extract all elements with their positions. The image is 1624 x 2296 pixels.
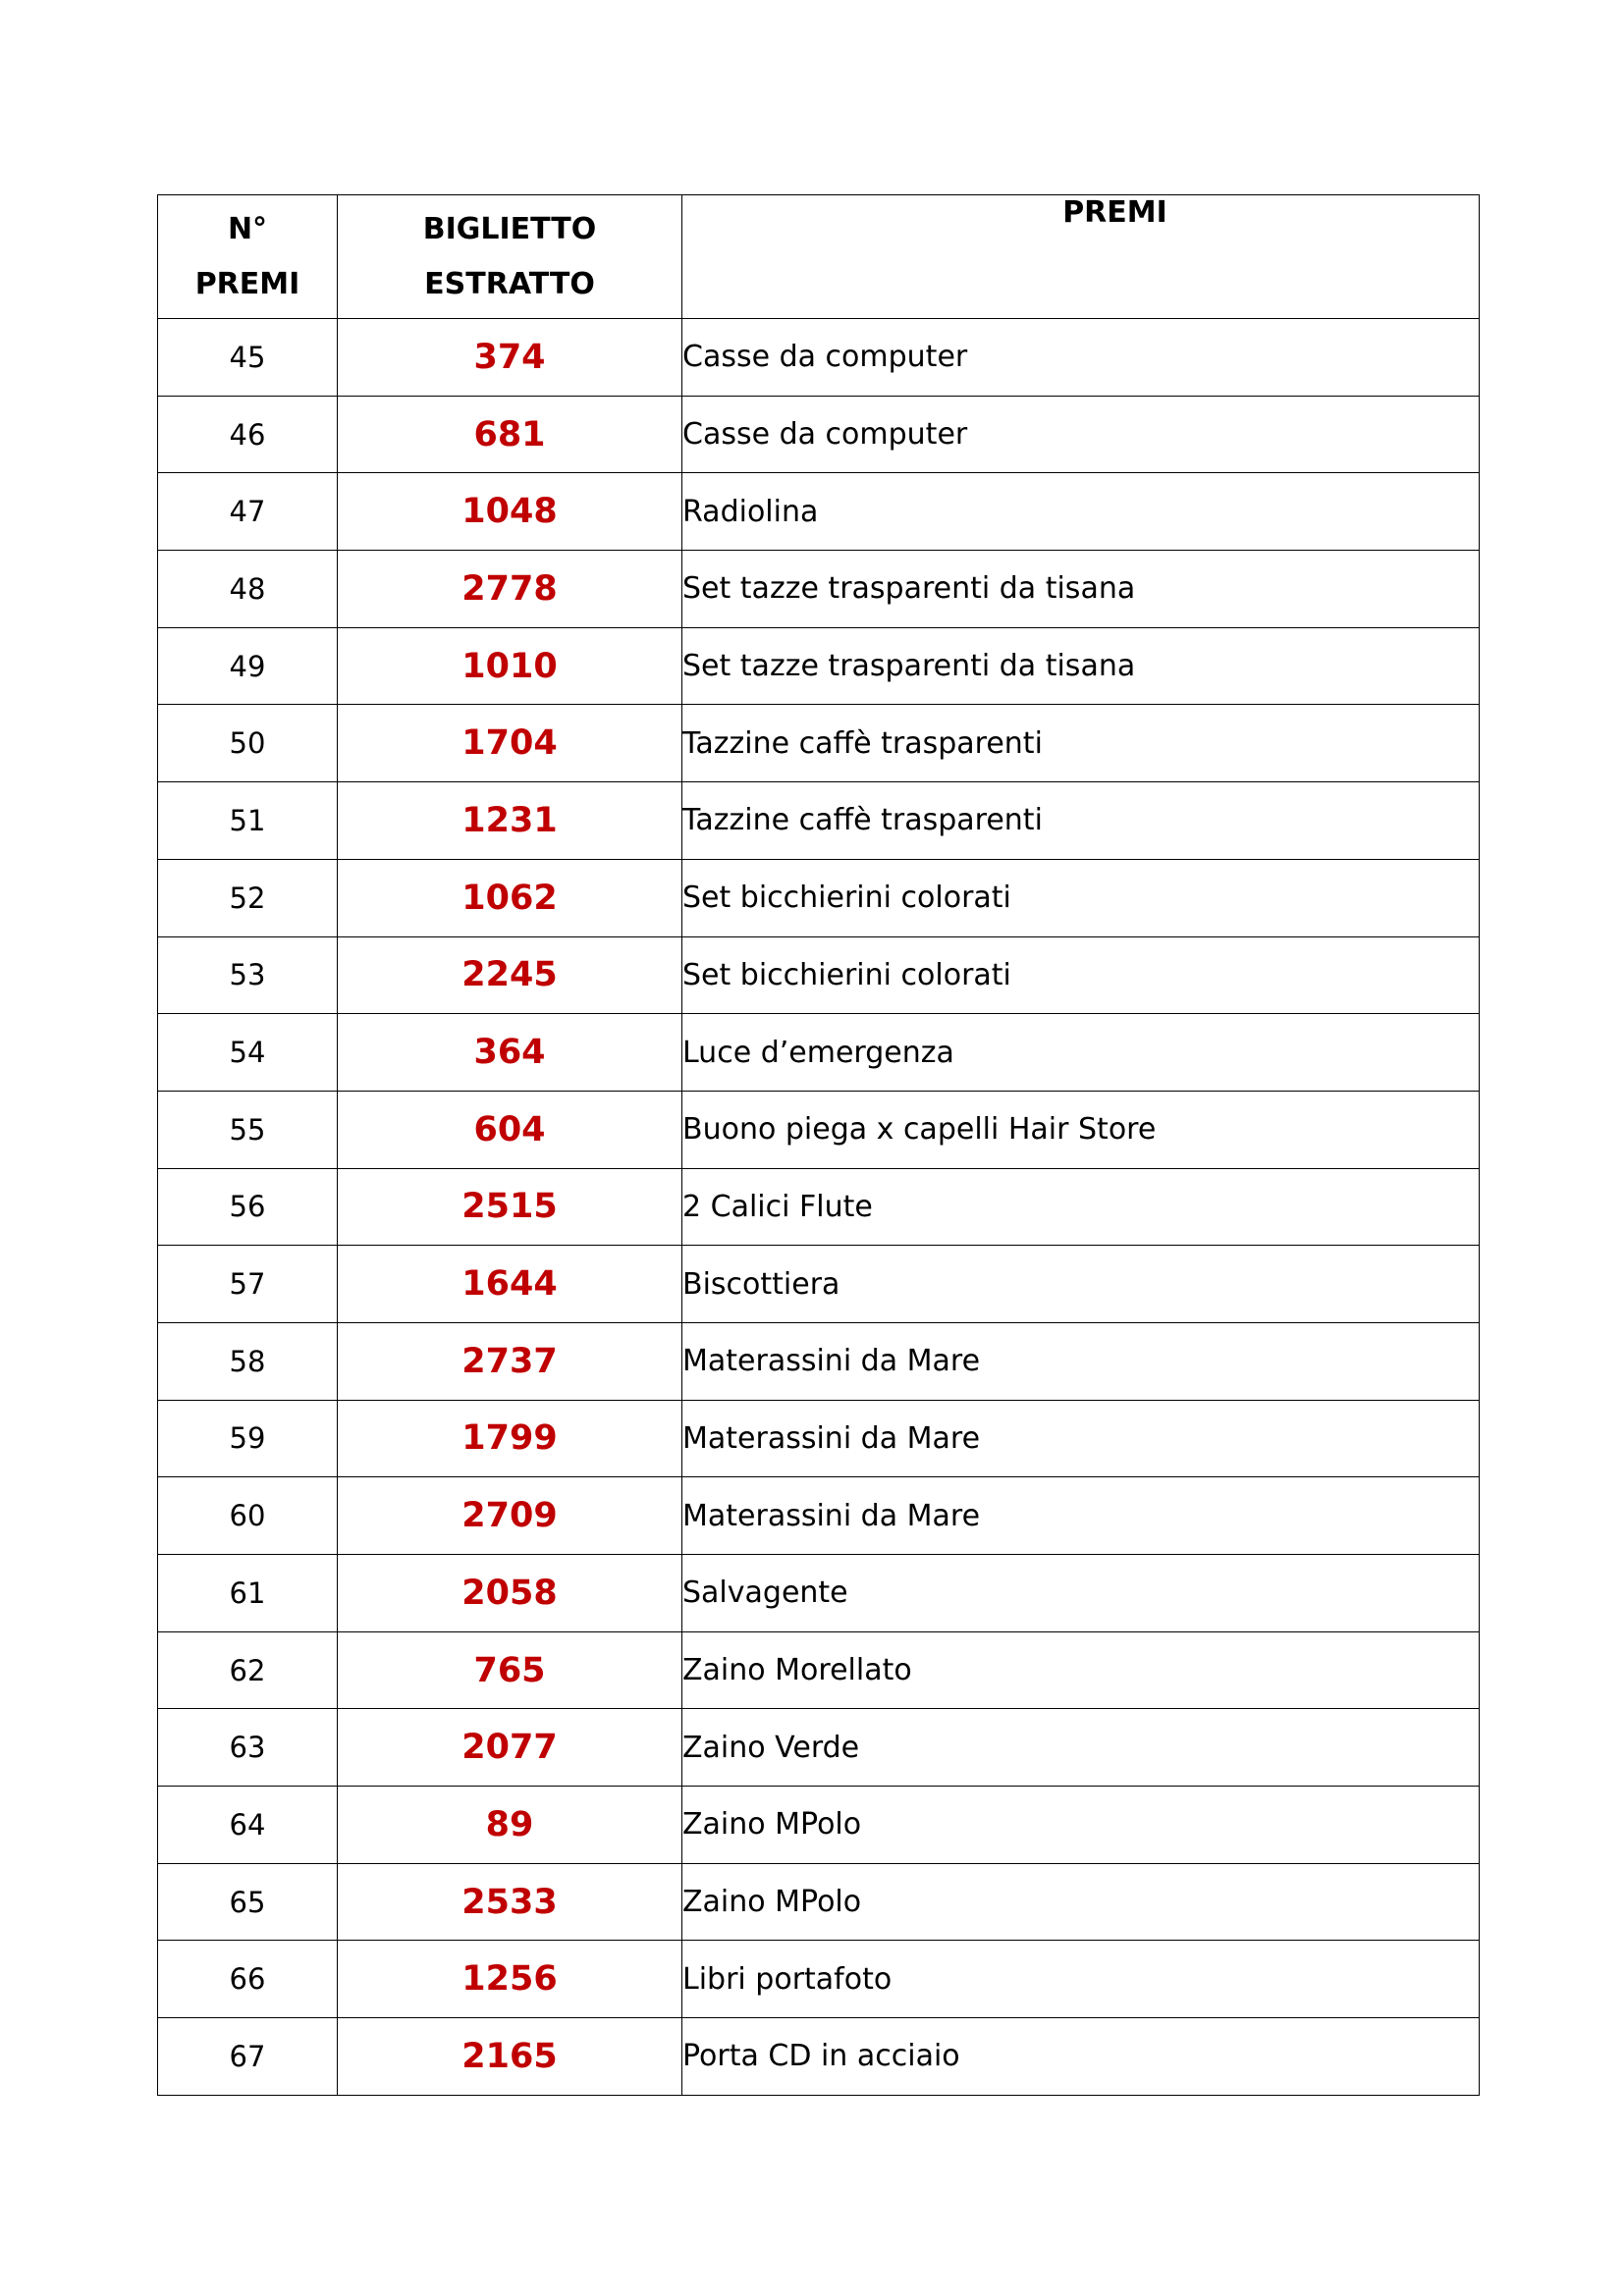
prize-number-cell: 46 [158, 396, 338, 473]
table-row [158, 1709, 1480, 1787]
table-row [158, 1246, 1480, 1323]
prize-number-cell: 53 [158, 936, 338, 1014]
table-row [158, 319, 1480, 397]
ticket-number-cell: 1799 [338, 1400, 682, 1477]
prize-number-cell: 67 [158, 2018, 338, 2096]
header-prizes [682, 195, 1480, 319]
prize-description-cell: 2 Calici Flute [682, 1168, 1480, 1246]
prize-description-cell: Materassini da Mare [682, 1477, 1480, 1555]
header-ticket-line2: ESTRATTO [424, 266, 595, 301]
header-prize-number [158, 195, 338, 319]
ticket-number-cell: 2077 [338, 1709, 682, 1787]
table-row [158, 551, 1480, 628]
table-row [158, 1631, 1480, 1709]
header-num-line1: N° [227, 211, 268, 246]
prize-description-cell: Porta CD in acciaio [682, 2018, 1480, 2096]
table-row [158, 782, 1480, 860]
prize-description-cell: Tazzine caffè trasparenti [682, 705, 1480, 782]
ticket-number-cell: 1231 [338, 782, 682, 860]
table-row [158, 936, 1480, 1014]
prize-number-cell: 63 [158, 1709, 338, 1787]
prize-number-cell: 56 [158, 1168, 338, 1246]
header-ticket-line1: BIGLIETTO [422, 211, 597, 246]
header-num-line2: PREMI [194, 266, 300, 301]
table-row [158, 1863, 1480, 1941]
prize-description-cell: Biscottiera [682, 1246, 1480, 1323]
prize-description-cell: Tazzine caffè trasparenti [682, 782, 1480, 860]
ticket-number-cell: 1010 [338, 627, 682, 705]
table-row [158, 859, 1480, 936]
table-row [158, 396, 1480, 473]
prize-table [157, 194, 1480, 2096]
table-row [158, 1941, 1480, 2018]
ticket-number-cell: 1048 [338, 473, 682, 551]
prize-number-cell: 57 [158, 1246, 338, 1323]
prize-number-cell: 45 [158, 319, 338, 397]
table-row [158, 1014, 1480, 1092]
table-row [158, 1168, 1480, 1246]
table-row [158, 2018, 1480, 2096]
table-row [158, 1322, 1480, 1400]
header-row [158, 195, 1480, 319]
prize-number-cell: 66 [158, 1941, 338, 2018]
ticket-number-cell: 604 [338, 1091, 682, 1168]
table-row [158, 1400, 1480, 1477]
ticket-number-cell: 2778 [338, 551, 682, 628]
prize-number-cell: 50 [158, 705, 338, 782]
prize-number-cell: 64 [158, 1787, 338, 1864]
prize-description-cell: Zaino MPolo [682, 1787, 1480, 1864]
prize-description-cell: Salvagente [682, 1555, 1480, 1632]
prize-number-cell: 59 [158, 1400, 338, 1477]
prize-number-cell: 61 [158, 1555, 338, 1632]
table-row [158, 1091, 1480, 1168]
ticket-number-cell: 2709 [338, 1477, 682, 1555]
prize-description-cell: Set bicchierini colorati [682, 859, 1480, 936]
ticket-number-cell: 364 [338, 1014, 682, 1092]
prize-description-cell: Set tazze trasparenti da tisana [682, 551, 1480, 628]
ticket-number-cell: 681 [338, 396, 682, 473]
table-body [158, 319, 1480, 2096]
ticket-number-cell: 2737 [338, 1322, 682, 1400]
ticket-number-cell: 1704 [338, 705, 682, 782]
prize-description-cell: Zaino Verde [682, 1709, 1480, 1787]
table-row [158, 473, 1480, 551]
prize-number-cell: 62 [158, 1631, 338, 1709]
table-row [158, 627, 1480, 705]
ticket-number-cell: 765 [338, 1631, 682, 1709]
header-ticket-drawn [338, 195, 682, 319]
prize-number-cell: 48 [158, 551, 338, 628]
ticket-number-cell: 1256 [338, 1941, 682, 2018]
prize-description-cell: Buono piega x capelli Hair Store [682, 1091, 1480, 1168]
ticket-number-cell: 1644 [338, 1246, 682, 1323]
table-row [158, 705, 1480, 782]
table-row [158, 1787, 1480, 1864]
ticket-number-cell: 1062 [338, 859, 682, 936]
prize-description-cell: Casse da computer [682, 319, 1480, 397]
prize-number-cell: 58 [158, 1322, 338, 1400]
table-row [158, 1477, 1480, 1555]
prize-description-cell: Materassini da Mare [682, 1400, 1480, 1477]
prize-number-cell: 54 [158, 1014, 338, 1092]
ticket-number-cell: 374 [338, 319, 682, 397]
prize-description-cell: Set tazze trasparenti da tisana [682, 627, 1480, 705]
prize-description-cell: Zaino Morellato [682, 1631, 1480, 1709]
prize-description-cell: Radiolina [682, 473, 1480, 551]
ticket-number-cell: 2533 [338, 1863, 682, 1941]
header-prizes-label: PREMI [1062, 195, 1167, 230]
prize-description-cell: Zaino MPolo [682, 1863, 1480, 1941]
prize-number-cell: 65 [158, 1863, 338, 1941]
prize-number-cell: 52 [158, 859, 338, 936]
prize-number-cell: 55 [158, 1091, 338, 1168]
prize-description-cell: Luce d’emergenza [682, 1014, 1480, 1092]
prize-number-cell: 47 [158, 473, 338, 551]
prize-description-cell: Casse da computer [682, 396, 1480, 473]
prize-number-cell: 60 [158, 1477, 338, 1555]
prize-number-cell: 49 [158, 627, 338, 705]
prize-description-cell: Materassini da Mare [682, 1322, 1480, 1400]
ticket-number-cell: 2515 [338, 1168, 682, 1246]
prize-number-cell: 51 [158, 782, 338, 860]
prize-description-cell: Set bicchierini colorati [682, 936, 1480, 1014]
ticket-number-cell: 2058 [338, 1555, 682, 1632]
table-header [158, 195, 1480, 319]
ticket-number-cell: 2245 [338, 936, 682, 1014]
table-row [158, 1555, 1480, 1632]
ticket-number-cell: 2165 [338, 2018, 682, 2096]
ticket-number-cell: 89 [338, 1787, 682, 1864]
prize-description-cell: Libri portafoto [682, 1941, 1480, 2018]
